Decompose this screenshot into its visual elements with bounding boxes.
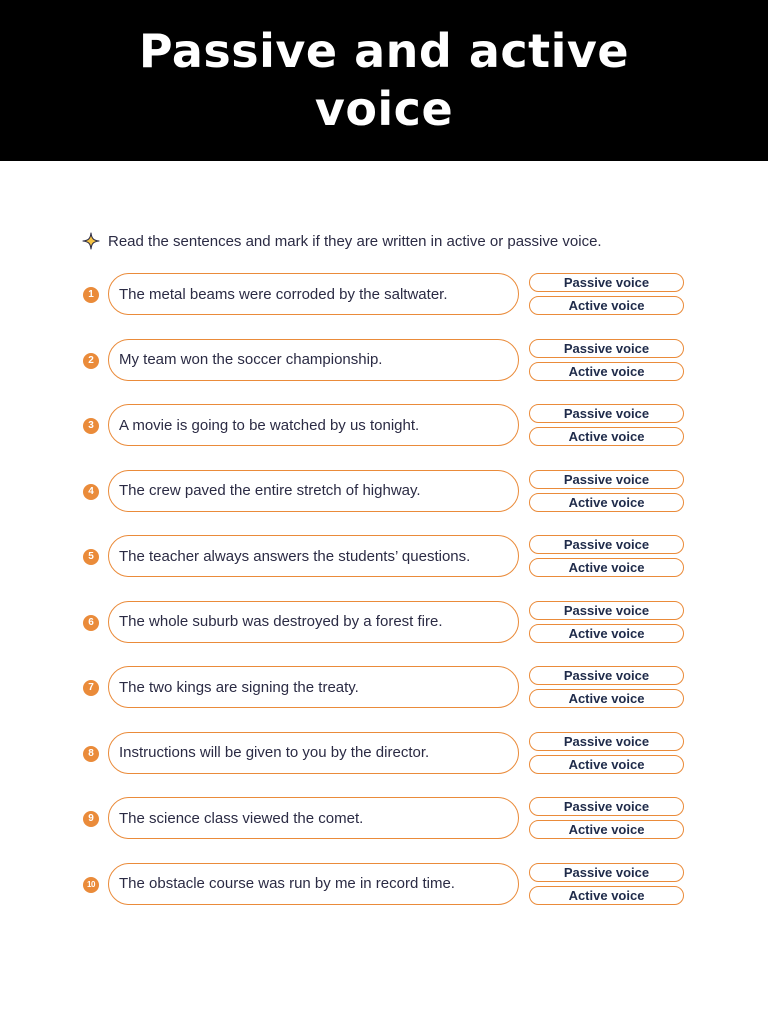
item-number-badge: 10 [83,877,99,893]
exercise-row [0,404,768,448]
exercise-row [0,797,768,841]
instruction [82,229,602,253]
exercise-row [0,863,768,907]
sentence-box: The whole suburb was destroyed by a forest fire. [108,601,519,643]
active-voice-option[interactable]: Active voice [529,427,684,446]
active-voice-option[interactable]: Active voice [529,362,684,381]
exercise-row [0,470,768,514]
item-number-badge: 3 [83,418,99,434]
sentence-box: The obstacle course was run by me in record time. [108,863,519,905]
sentence-box: My team won the soccer championship. [108,339,519,381]
exercise-row [0,535,768,579]
item-number-badge: 6 [83,615,99,631]
passive-voice-option[interactable]: Passive voice [529,797,684,816]
item-number-badge: 8 [83,746,99,762]
active-voice-option[interactable]: Active voice [529,689,684,708]
active-voice-option[interactable]: Active voice [529,755,684,774]
passive-voice-option[interactable]: Passive voice [529,273,684,292]
passive-voice-option[interactable]: Passive voice [529,601,684,620]
exercise-row [0,732,768,776]
active-voice-option[interactable]: Active voice [529,886,684,905]
sentence-box: The metal beams were corroded by the saltwater. [108,273,519,315]
sentence-box: The two kings are signing the treaty. [108,666,519,708]
passive-voice-option[interactable]: Passive voice [529,666,684,685]
exercise-row [0,666,768,710]
active-voice-option[interactable]: Active voice [529,624,684,643]
sentence-box: Instructions will be given to you by the director. [108,732,519,774]
item-number-badge: 1 [83,287,99,303]
passive-voice-option[interactable]: Passive voice [529,863,684,882]
active-voice-option[interactable]: Active voice [529,820,684,839]
item-number-badge: 4 [83,484,99,500]
title-line-2: voice [314,82,454,136]
active-voice-option[interactable]: Active voice [529,558,684,577]
exercise-row [0,601,768,645]
page-title [0,22,768,138]
passive-voice-option[interactable]: Passive voice [529,339,684,358]
item-number-badge: 5 [83,549,99,565]
active-voice-option[interactable]: Active voice [529,296,684,315]
sentence-box: The teacher always answers the students’ questions. [108,535,519,577]
instruction-text: Read the sentences and mark if they are written in active or passive voice. [108,232,602,250]
sentence-box: The science class viewed the comet. [108,797,519,839]
item-number-badge: 7 [83,680,99,696]
sentence-box: The crew paved the entire stretch of highway. [108,470,519,512]
exercise-row [0,339,768,383]
passive-voice-option[interactable]: Passive voice [529,404,684,423]
header-banner [0,0,768,161]
sparkle-icon [82,232,100,250]
active-voice-option[interactable]: Active voice [529,493,684,512]
passive-voice-option[interactable]: Passive voice [529,470,684,489]
exercise-row [0,273,768,317]
sentence-box: A movie is going to be watched by us tonight. [108,404,519,446]
item-number-badge: 2 [83,353,99,369]
passive-voice-option[interactable]: Passive voice [529,535,684,554]
title-line-1: Passive and active [138,24,630,78]
passive-voice-option[interactable]: Passive voice [529,732,684,751]
item-number-badge: 9 [83,811,99,827]
